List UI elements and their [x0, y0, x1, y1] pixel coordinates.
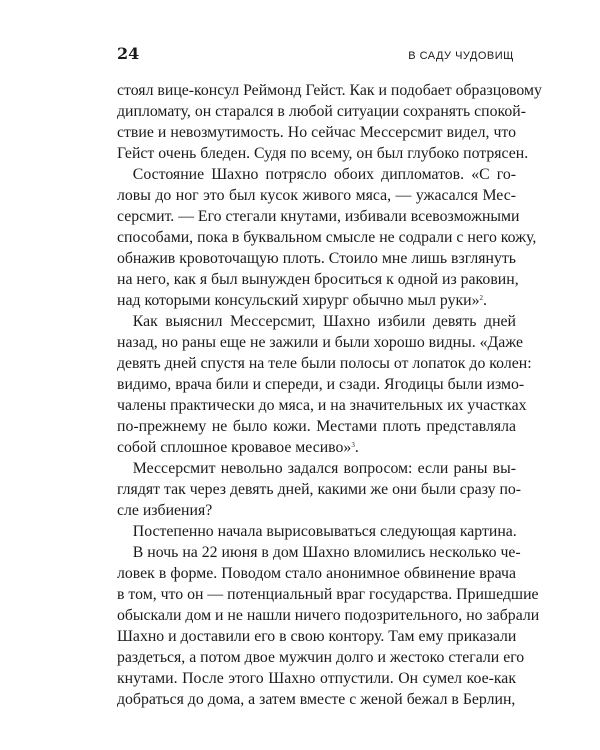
- text-line: обыскали дом и не нашли ничего подозрительного, но забрали: [117, 607, 540, 624]
- text-line: сле избиения?: [117, 502, 213, 519]
- text-line: ловек в форме. Поводом стало анонимное обвинение врача: [117, 565, 516, 582]
- footnote-mark: 2: [479, 294, 484, 302]
- text-line: Постепенно начала вырисовываться следующая картина.: [117, 523, 517, 540]
- text-line: добраться до дома, а затем вместе с женой бежал в Берлин,: [117, 691, 516, 708]
- text-line: глядят так через девять дней, какими же они были сразу по-: [117, 481, 522, 498]
- paragraph: [117, 311, 532, 458]
- text-line: обнажив кровоточащую плоть. Стоило мне лишь взглянуть: [117, 250, 516, 267]
- text-line: над которыми консульский хирург обычно мыл руки»$^2$.: [117, 292, 487, 309]
- text-line: Шахно и доставили его в свою контору. Там ему приказали: [117, 628, 517, 645]
- text-line: раздеться, а потом двое мужчин долго и жестоко стегали его: [117, 649, 525, 666]
- paragraph: [117, 458, 522, 521]
- text-line: В ночь на 22 июня в дом Шахно вломились несколько че-: [117, 544, 521, 561]
- paragraph: [117, 80, 542, 164]
- text-line: способами, пока в буквальном смысле не содрали с него кожу,: [117, 229, 537, 246]
- text-line: ствие и невозмутимость. Но сейчас Мессерсмит видел, что: [117, 124, 516, 141]
- text-line: Гейст очень бледен. Судя по всему, он был глубоко потрясен.: [117, 145, 529, 162]
- paragraph: [117, 164, 537, 311]
- text-body: [117, 80, 542, 710]
- text-line: чалены практически до мяса, и на значительных их участках: [117, 397, 527, 414]
- text-line: кнутами. После этого Шахно отпустили. Он сумел кое-как: [117, 670, 516, 687]
- text-line: Как выяснил Мессерсмит, Шахно избили девять дней: [117, 313, 516, 330]
- page-number: 24: [117, 44, 140, 63]
- text-line: собой сплошное кровавое месиво»$^3$.: [117, 439, 359, 456]
- text-line: дипломату, он старался в любой ситуации сохранять спокой-: [117, 103, 526, 120]
- text-line: видимо, врача били и спереди, и сзади. Ягодицы были измо-: [117, 376, 525, 393]
- text-line: по-прежнему не было кожи. Местами плоть представляла: [117, 418, 516, 435]
- paragraph: [117, 521, 516, 542]
- text-line: серсмит. — Его стегали кнутами, избивали всевозможными: [117, 208, 520, 225]
- running-title: В САДУ ЧУДОВИЩ: [408, 50, 514, 62]
- text-line: Мессерсмит невольно задался вопросом: если раны вы-: [117, 460, 516, 477]
- paragraph: [117, 542, 540, 710]
- text-line: назад, но раны еще не зажили и были хорошо видны. «Даже: [117, 334, 523, 351]
- text-line: на него, как я был вынужден броситься к одной из раковин,: [117, 271, 519, 288]
- text-line: в том, что он — потенциальный враг государства. Пришедшие: [117, 586, 539, 603]
- text-line: ловы до ног это был кусок живого мяса, — ужасался Мес-: [117, 187, 516, 204]
- footnote-mark: 3: [351, 441, 355, 449]
- text-line: Состояние Шахно потрясло обоих дипломатов. «С го-: [117, 166, 516, 183]
- text-line: стоял вице-консул Реймонд Гейст. Как и подобает образцовому: [117, 82, 542, 99]
- page-header: [117, 44, 514, 70]
- text-line: девять дней спустя на теле были полосы от лопаток до колен:: [117, 355, 532, 372]
